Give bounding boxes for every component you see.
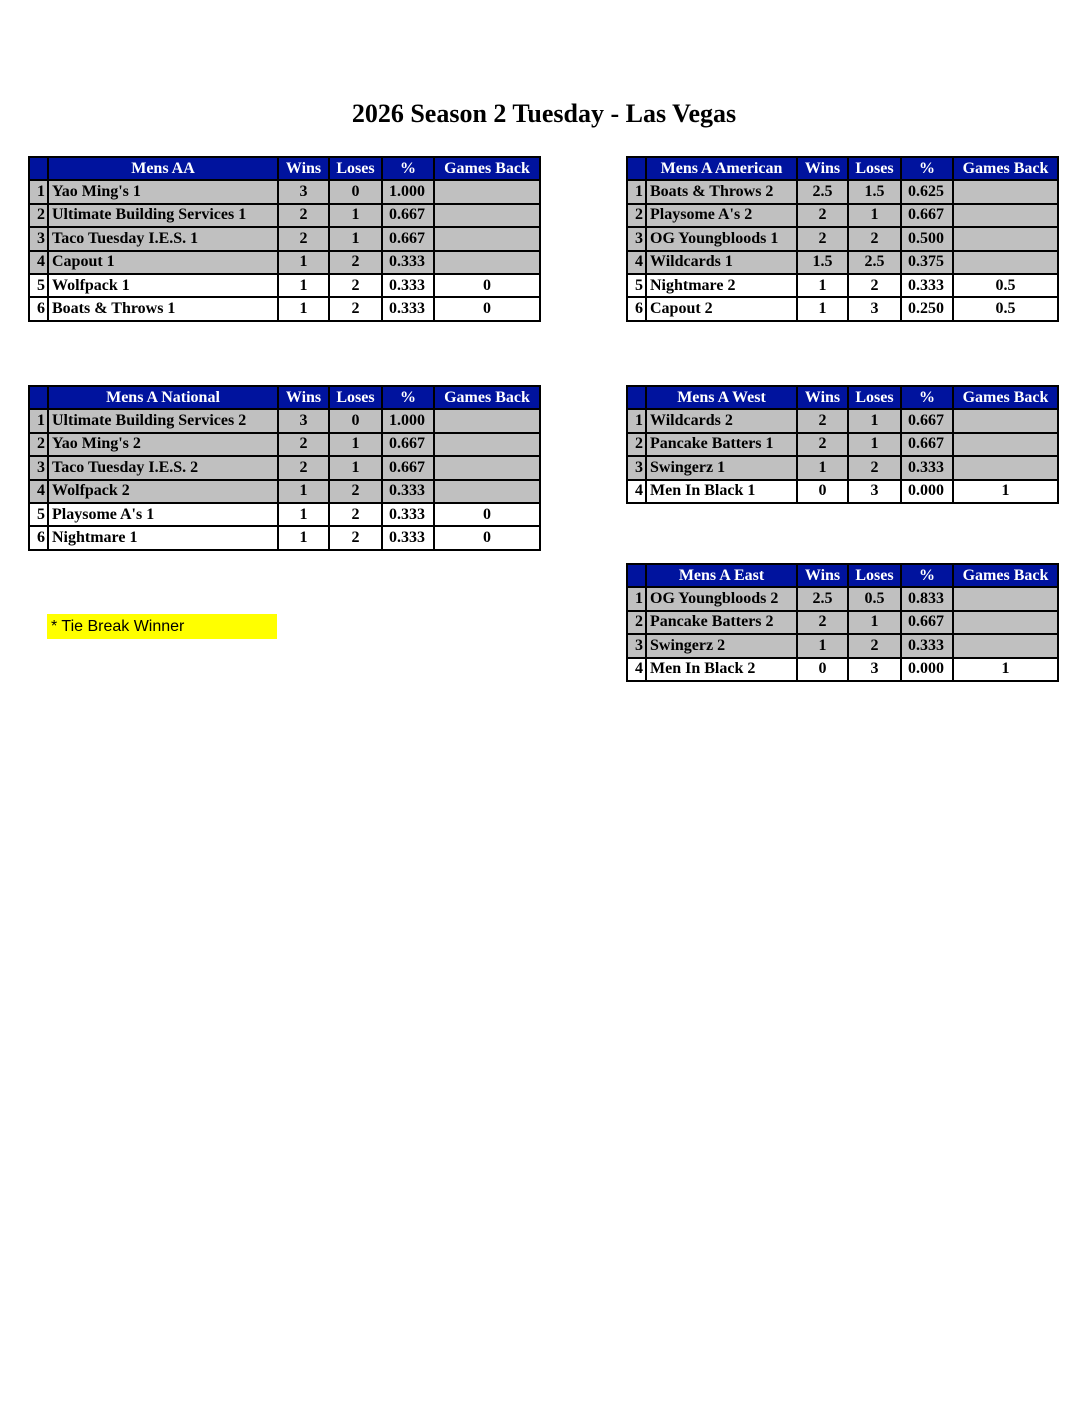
pct-cell: 0.333 (382, 274, 434, 297)
wins-cell: 3 (278, 409, 329, 432)
loses-cell: 2 (848, 227, 901, 250)
rank-cell: 2 (627, 433, 646, 456)
rank-cell: 4 (29, 251, 48, 274)
division-name: Mens A West (646, 386, 797, 409)
table-header-row (29, 157, 540, 180)
games-back-cell (953, 180, 1058, 203)
loses-cell: 1 (848, 204, 901, 227)
table-header-row (627, 157, 1058, 180)
loses-cell: 1 (848, 409, 901, 432)
games-back-cell (953, 634, 1058, 657)
table-row (29, 180, 540, 203)
rank-cell: 3 (627, 634, 646, 657)
loses-cell: 2 (329, 274, 382, 297)
loses-cell: 2 (329, 251, 382, 274)
pct-cell: 0.250 (901, 297, 953, 320)
team-cell: Boats & Throws 1 (48, 297, 278, 320)
division-name: Mens A East (646, 564, 797, 587)
pct-header: % (382, 386, 434, 409)
table-row (627, 480, 1058, 503)
pct-cell: 0.333 (382, 251, 434, 274)
games-back-cell: 0.5 (953, 297, 1058, 320)
rank-cell: 5 (29, 274, 48, 297)
games-back-cell (953, 587, 1058, 610)
table-row (29, 480, 540, 503)
standings-table-mens-a-east (626, 563, 1059, 682)
wins-cell: 1 (797, 456, 848, 479)
wins-cell: 2 (278, 204, 329, 227)
games-back-cell (953, 251, 1058, 274)
games-back-header: Games Back (953, 157, 1058, 180)
rank-cell: 1 (627, 587, 646, 610)
team-cell: OG Youngbloods 1 (646, 227, 797, 250)
games-back-cell (434, 251, 540, 274)
rank-cell: 2 (29, 204, 48, 227)
games-back-cell (434, 227, 540, 250)
team-cell: Swingerz 1 (646, 456, 797, 479)
loses-cell: 2 (848, 456, 901, 479)
loses-cell: 0 (329, 409, 382, 432)
rank-cell: 3 (627, 227, 646, 250)
team-cell: Wildcards 2 (646, 409, 797, 432)
rank-cell: 1 (29, 180, 48, 203)
loses-cell: 1.5 (848, 180, 901, 203)
loses-cell: 3 (848, 658, 901, 681)
loses-cell: 2 (329, 526, 382, 549)
standings-table-mens-a-west (626, 385, 1059, 504)
loses-header: Loses (329, 386, 382, 409)
pct-cell: 0.333 (382, 480, 434, 503)
team-cell: Men In Black 2 (646, 658, 797, 681)
division-name: Mens AA (48, 157, 278, 180)
pct-cell: 0.667 (382, 433, 434, 456)
rank-cell: 5 (29, 503, 48, 526)
pct-cell: 0.667 (901, 204, 953, 227)
wins-cell: 3 (278, 180, 329, 203)
loses-header: Loses (848, 386, 901, 409)
pct-cell: 0.000 (901, 480, 953, 503)
table-row (627, 204, 1058, 227)
games-back-cell (434, 409, 540, 432)
table-row (627, 587, 1058, 610)
rank-cell: 4 (29, 480, 48, 503)
pct-cell: 0.625 (901, 180, 953, 203)
wins-cell: 1 (797, 297, 848, 320)
loses-cell: 1 (329, 456, 382, 479)
loses-cell: 3 (848, 480, 901, 503)
loses-cell: 1 (848, 611, 901, 634)
table-row (627, 274, 1058, 297)
games-back-cell: 0 (434, 526, 540, 549)
table-row (627, 409, 1058, 432)
rank-cell: 3 (29, 227, 48, 250)
rank-header (627, 157, 646, 180)
pct-cell: 0.500 (901, 227, 953, 250)
team-cell: Swingerz 2 (646, 634, 797, 657)
pct-cell: 1.000 (382, 180, 434, 203)
table-row (29, 456, 540, 479)
games-back-cell (434, 456, 540, 479)
games-back-cell: 0 (434, 503, 540, 526)
team-cell: Men In Black 1 (646, 480, 797, 503)
wins-cell: 2.5 (797, 180, 848, 203)
table-row (29, 526, 540, 549)
games-back-cell: 0 (434, 297, 540, 320)
games-back-cell (953, 611, 1058, 634)
games-back-header: Games Back (953, 564, 1058, 587)
wins-cell: 2 (797, 611, 848, 634)
pct-cell: 0.667 (382, 227, 434, 250)
wins-cell: 1 (278, 526, 329, 549)
rank-cell: 4 (627, 251, 646, 274)
pct-cell: 0.000 (901, 658, 953, 681)
games-back-header: Games Back (434, 157, 540, 180)
wins-header: Wins (797, 564, 848, 587)
table-row (29, 274, 540, 297)
games-back-cell (953, 227, 1058, 250)
pct-header: % (901, 386, 953, 409)
division-name: Mens A National (48, 386, 278, 409)
team-cell: Nightmare 1 (48, 526, 278, 549)
loses-header: Loses (329, 157, 382, 180)
wins-cell: 2 (797, 227, 848, 250)
wins-header: Wins (278, 386, 329, 409)
rank-header (627, 386, 646, 409)
wins-cell: 2 (797, 409, 848, 432)
rank-cell: 1 (29, 409, 48, 432)
rank-cell: 2 (627, 204, 646, 227)
games-back-header: Games Back (953, 386, 1058, 409)
rank-header (29, 157, 48, 180)
team-cell: Capout 1 (48, 251, 278, 274)
pct-cell: 0.333 (382, 526, 434, 549)
table-row (627, 180, 1058, 203)
loses-cell: 1 (329, 227, 382, 250)
pct-cell: 0.667 (901, 433, 953, 456)
rank-cell: 4 (627, 480, 646, 503)
wins-cell: 2.5 (797, 587, 848, 610)
table-row (29, 251, 540, 274)
wins-header: Wins (278, 157, 329, 180)
team-cell: OG Youngbloods 2 (646, 587, 797, 610)
loses-cell: 1 (329, 433, 382, 456)
division-name: Mens A American (646, 157, 797, 180)
rank-cell: 5 (627, 274, 646, 297)
pct-cell: 1.000 (382, 409, 434, 432)
wins-cell: 1 (278, 297, 329, 320)
rank-cell: 6 (29, 297, 48, 320)
wins-cell: 1 (278, 480, 329, 503)
wins-header: Wins (797, 157, 848, 180)
games-back-cell: 1 (953, 658, 1058, 681)
pct-cell: 0.333 (382, 297, 434, 320)
table-row (627, 297, 1058, 320)
loses-cell: 2.5 (848, 251, 901, 274)
loses-cell: 1 (329, 204, 382, 227)
team-cell: Wolfpack 2 (48, 480, 278, 503)
team-cell: Yao Ming's 2 (48, 433, 278, 456)
games-back-cell (434, 433, 540, 456)
table-row (627, 456, 1058, 479)
rank-header (29, 386, 48, 409)
wins-cell: 2 (278, 433, 329, 456)
standings-table-mens-a-american (626, 156, 1059, 322)
team-cell: Wildcards 1 (646, 251, 797, 274)
loses-cell: 0 (329, 180, 382, 203)
standings-table-mens-a-national (28, 385, 541, 551)
pct-cell: 0.333 (382, 503, 434, 526)
pct-header: % (901, 564, 953, 587)
wins-cell: 1 (278, 251, 329, 274)
rank-cell: 1 (627, 180, 646, 203)
loses-cell: 2 (848, 634, 901, 657)
pct-header: % (901, 157, 953, 180)
loses-cell: 0.5 (848, 587, 901, 610)
wins-header: Wins (797, 386, 848, 409)
rank-cell: 1 (627, 409, 646, 432)
pct-cell: 0.667 (901, 611, 953, 634)
games-back-cell (953, 409, 1058, 432)
team-cell: Taco Tuesday I.E.S. 2 (48, 456, 278, 479)
table-row (29, 433, 540, 456)
rank-cell: 6 (627, 297, 646, 320)
wins-cell: 1 (278, 503, 329, 526)
wins-cell: 1 (278, 274, 329, 297)
table-row (627, 227, 1058, 250)
games-back-header: Games Back (434, 386, 540, 409)
wins-cell: 0 (797, 658, 848, 681)
team-cell: Pancake Batters 1 (646, 433, 797, 456)
team-cell: Playsome A's 2 (646, 204, 797, 227)
table-header-row (627, 564, 1058, 587)
rank-header (627, 564, 646, 587)
team-cell: Ultimate Building Services 1 (48, 204, 278, 227)
table-header-row (29, 386, 540, 409)
table-header-row (627, 386, 1058, 409)
rank-cell: 3 (627, 456, 646, 479)
table-row (627, 634, 1058, 657)
games-back-cell: 0.5 (953, 274, 1058, 297)
games-back-cell (953, 204, 1058, 227)
table-row (627, 611, 1058, 634)
games-back-cell: 0 (434, 274, 540, 297)
games-back-cell (434, 480, 540, 503)
games-back-cell (434, 180, 540, 203)
team-cell: Nightmare 2 (646, 274, 797, 297)
rank-cell: 4 (627, 658, 646, 681)
pct-header: % (382, 157, 434, 180)
pct-cell: 0.667 (901, 409, 953, 432)
pct-cell: 0.667 (382, 456, 434, 479)
tie-break-note: * Tie Break Winner (47, 614, 277, 639)
wins-cell: 1 (797, 634, 848, 657)
table-row (29, 409, 540, 432)
pct-cell: 0.333 (901, 274, 953, 297)
loses-cell: 2 (848, 274, 901, 297)
rank-cell: 3 (29, 456, 48, 479)
pct-cell: 0.833 (901, 587, 953, 610)
games-back-cell (434, 204, 540, 227)
team-cell: Boats & Throws 2 (646, 180, 797, 203)
wins-cell: 2 (278, 227, 329, 250)
standings-table-mens-aa (28, 156, 541, 322)
loses-cell: 1 (848, 433, 901, 456)
table-row (29, 204, 540, 227)
rank-cell: 6 (29, 526, 48, 549)
table-row (627, 658, 1058, 681)
team-cell: Capout 2 (646, 297, 797, 320)
table-row (29, 503, 540, 526)
loses-cell: 2 (329, 503, 382, 526)
table-row (29, 227, 540, 250)
table-row (627, 251, 1058, 274)
pct-cell: 0.375 (901, 251, 953, 274)
rank-cell: 2 (29, 433, 48, 456)
pct-cell: 0.667 (382, 204, 434, 227)
page-title: 2026 Season 2 Tuesday - Las Vegas (351, 99, 737, 128)
team-cell: Wolfpack 1 (48, 274, 278, 297)
table-row (627, 433, 1058, 456)
wins-cell: 0 (797, 480, 848, 503)
loses-cell: 2 (329, 480, 382, 503)
rank-cell: 2 (627, 611, 646, 634)
loses-cell: 3 (848, 297, 901, 320)
loses-cell: 2 (329, 297, 382, 320)
wins-cell: 1.5 (797, 251, 848, 274)
team-cell: Pancake Batters 2 (646, 611, 797, 634)
loses-header: Loses (848, 157, 901, 180)
team-cell: Ultimate Building Services 2 (48, 409, 278, 432)
wins-cell: 2 (797, 204, 848, 227)
games-back-cell (953, 456, 1058, 479)
loses-header: Loses (848, 564, 901, 587)
games-back-cell: 1 (953, 480, 1058, 503)
pct-cell: 0.333 (901, 456, 953, 479)
wins-cell: 1 (797, 274, 848, 297)
team-cell: Taco Tuesday I.E.S. 1 (48, 227, 278, 250)
wins-cell: 2 (797, 433, 848, 456)
team-cell: Playsome A's 1 (48, 503, 278, 526)
pct-cell: 0.333 (901, 634, 953, 657)
games-back-cell (953, 433, 1058, 456)
wins-cell: 2 (278, 456, 329, 479)
team-cell: Yao Ming's 1 (48, 180, 278, 203)
table-row (29, 297, 540, 320)
